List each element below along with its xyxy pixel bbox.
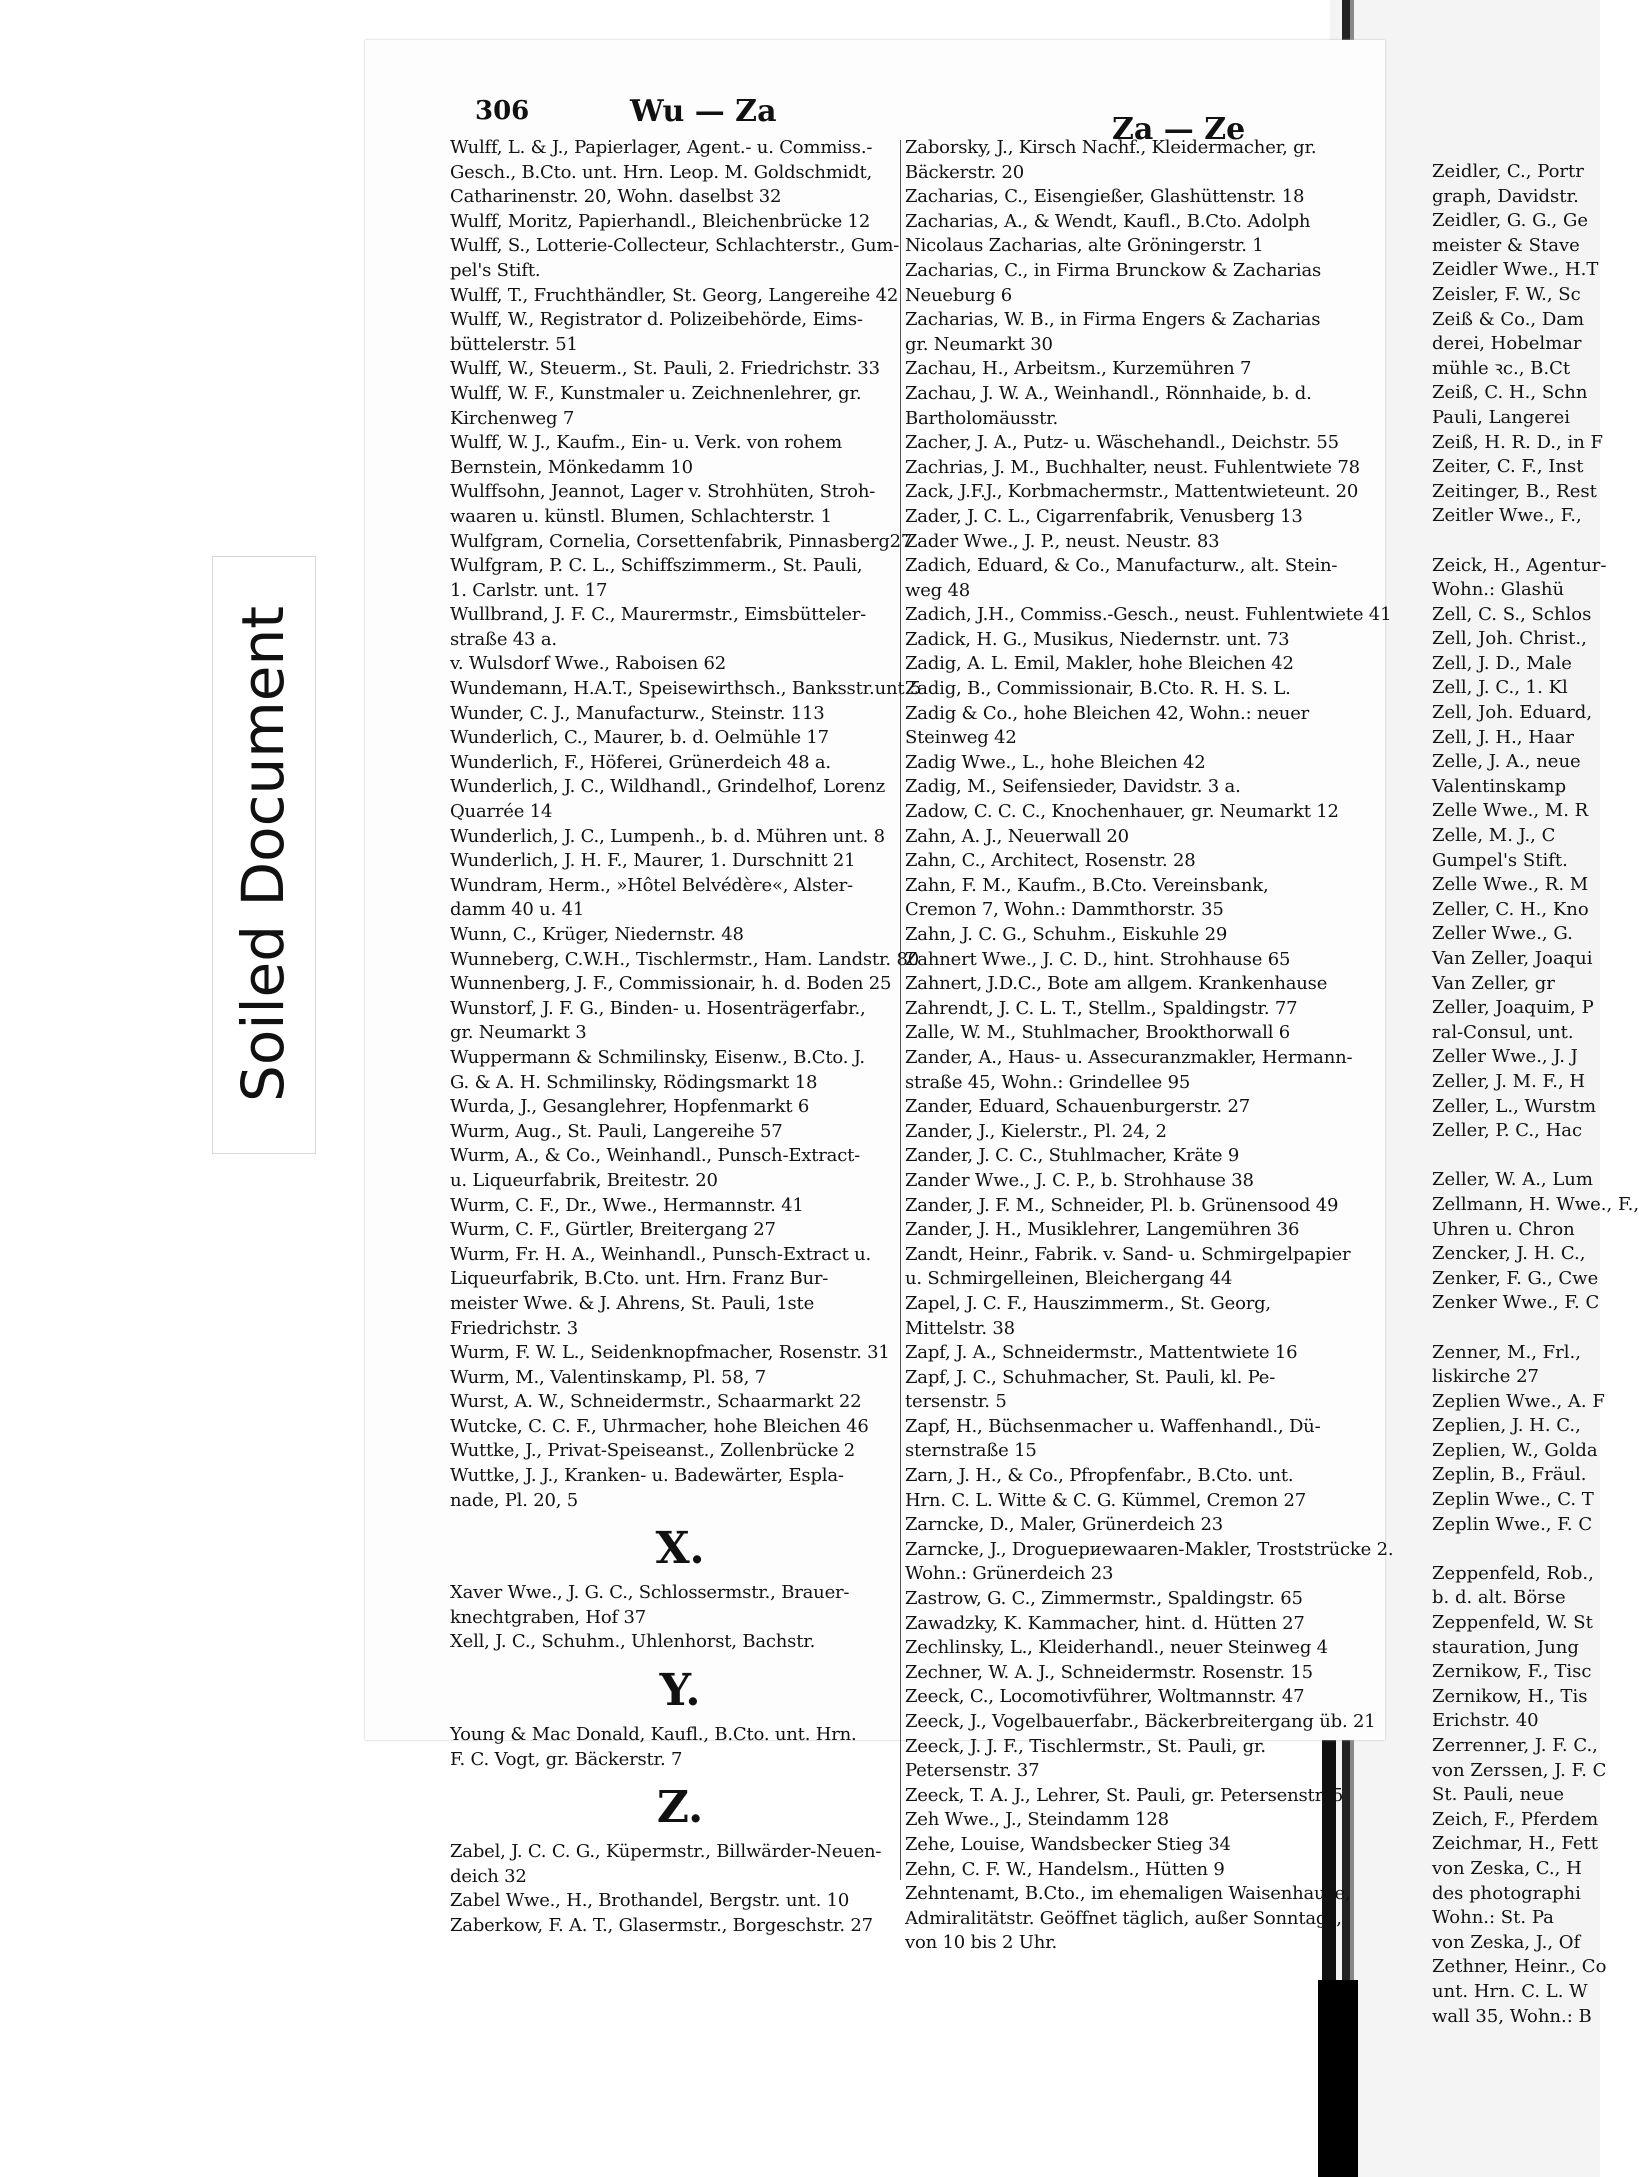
facing-page-entry-line [1432, 1537, 1600, 1562]
directory-entry-line: Wunn, C., Krüger, Niedernstr. 48 [450, 924, 744, 945]
facing-page-entry-line: Zeiß & Co., Dam [1432, 308, 1585, 330]
facing-page-entry-line: Zeppenfeld, Rob., [1432, 1562, 1594, 1584]
directory-entry-line: Zapf, J. A., Schneidermstr., Mattentwiete 16 [905, 1342, 1298, 1364]
facing-page-entry-line [1432, 1144, 1600, 1169]
facing-page-entry-line: wall 35, Wohn.: B [1432, 2005, 1592, 2027]
facing-page-entry-line: Zell, J. C., 1. Kl [1432, 677, 1568, 699]
facing-page-entry-line: Gumpel's Stift. [1432, 849, 1568, 871]
directory-entry-line: Zadick, H. G., Musikus, Niedernstr. unt. 73 [905, 628, 1290, 650]
section-heading-x: X. [655, 1523, 705, 1575]
directory-entry-line: u. Liqueurfabrik, Breitestr. 20 [450, 1169, 718, 1191]
directory-entry-line: Bartholomäusstr. [905, 407, 1059, 429]
section-heading-z: Z. [656, 1782, 704, 1834]
directory-entry-line: v. Wulsdorf Wwe., Raboisen 62 [450, 653, 727, 675]
directory-entry-line: Liqueurfabrik, B.Cto. unt. Hrn. Franz Bur- [450, 1268, 829, 1290]
directory-entry-line: Zader Wwe., J. P., neust. Neustr. 83 [905, 530, 1220, 552]
facing-page-entry-line: Zeppenfeld, W. St [1432, 1612, 1593, 1634]
facing-page-entry-line: mühle ꝛc., B.Ct [1432, 357, 1571, 379]
facing-page-entry-line: Zeplien Wwe., A. F [1432, 1390, 1605, 1412]
directory-entry-line: Wuttke, J., Privat-Speiseanst., Zollenbrücke 2 [450, 1440, 856, 1462]
directory-entry-line: Admiralitätstr. Geöffnet täglich, außer Sonntags, [905, 1907, 1342, 1929]
page-number: 306 [475, 96, 530, 126]
facing-page-entry-line: Zeplien, W., Golda [1432, 1439, 1598, 1461]
facing-page-entry-line: Zeidler, G. G., Ge [1432, 210, 1589, 232]
directory-entry-line: tersenstr. 5 [905, 1391, 1007, 1413]
directory-entry-line: Zadig, A. L. Emil, Makler, hohe Bleichen 42 [905, 653, 1294, 675]
directory-entry-line: Cremon 7, Wohn.: Dammthorstr. 35 [905, 899, 1224, 921]
directory-entry-line: G. & A. H. Schmilinsky, Rödingsmarkt 18 [450, 1071, 818, 1093]
directory-entry-line: Wullbrand, J. F. C., Maurermstr., Eimsbütteler- [450, 604, 867, 626]
directory-entry-line: Wurm, F. W. L., Seidenknopfmacher, Rosenstr. 31 [450, 1342, 890, 1364]
directory-entry-line: Gesch., B.Cto. unt. Hrn. Leop. M. Goldschmidt, [450, 161, 873, 183]
directory-entry-line: Steinweg 42 [905, 727, 1017, 749]
directory-entry-line: Zader, J. C. L., Cigarrenfabrik, Venusberg 13 [905, 505, 1303, 527]
facing-page-entry-line: Zencker, J. H. C., [1432, 1243, 1586, 1265]
facing-page-entry-line: ral-Consul, unt. [1432, 1021, 1574, 1043]
facing-page-entry-line: Zeiß, H. R. D., in F [1432, 431, 1604, 453]
condition-label: Soiled Document [229, 606, 297, 1102]
directory-entry-line: Wulff, W., Steuerm., St. Pauli, 2. Friedrichstr. 33 [450, 358, 880, 380]
directory-entry-line: straße 45, Wohn.: Grindellee 95 [905, 1071, 1191, 1093]
directory-entry-line: Zahnert, J.D.C., Bote am allgem. Krankenhause [905, 973, 1328, 995]
directory-entry-line: Zeeck, C., Locomotivführer, Woltmannstr. 47 [905, 1686, 1305, 1708]
directory-entry-line: Wunderlich, J. C., Wildhandl., Grindelhof, Lorenz [450, 776, 885, 798]
directory-entry-line: Zadich, Eduard, & Co., Manufacturw., alt. Stein- [905, 555, 1338, 577]
facing-page-entry-line: Zelle Wwe., M. R [1432, 800, 1589, 822]
directory-entry-line: Zapel, J. C. F., Hauszimmerm., St. Georg, [905, 1292, 1271, 1314]
directory-entry-line: Wulff, L. & J., Papierlager, Agent.- u. Commiss.- [450, 137, 873, 158]
facing-page-entry-line: Zeplin Wwe., C. T [1432, 1489, 1594, 1511]
facing-page-entry-line: unt. Hrn. C. L. W [1432, 1980, 1588, 2002]
directory-entry-line: Wundemann, H.A.T., Speisewirthsch., Banksstr.unt.5 [450, 678, 922, 700]
facing-page-entry-line: Zeick, H., Agentur- [1432, 554, 1607, 576]
directory-entry-line: gr. Neumarkt 3 [450, 1022, 587, 1044]
directory-entry-line: Wunstorf, J. F. G., Binden- u. Hosenträgerfabr., [450, 997, 866, 1019]
facing-page-entry-line: graph, Davidstr. [1432, 185, 1579, 207]
running-header-left: Wu — Za [630, 94, 777, 129]
directory-entry-line: Kirchenweg 7 [450, 407, 575, 429]
directory-entry-line: damm 40 u. 41 [450, 899, 585, 921]
facing-page-entry-line: Zeller, P. C., Hac [1432, 1120, 1583, 1142]
directory-entry-line: Wulff, T., Fruchthändler, St. Georg, Langereihe 42 [450, 284, 899, 306]
facing-page-entry-line: Zell, Joh. Christ., [1432, 628, 1587, 650]
directory-entry-line: Zack, J.F.J., Korbmachermstr., Mattentwieteunt. 20 [905, 481, 1359, 503]
facing-page-entry-line: Valentinskamp [1432, 775, 1567, 797]
directory-entry-line: Zabel, J. C. C. G., Küpermstr., Billwärder-Neuen- [450, 1841, 882, 1863]
facing-page-entry-line: Uhren u. Chron [1432, 1218, 1575, 1240]
facing-page-entry-line: Zeidler, C., Portr [1432, 161, 1584, 182]
directory-entry-line: Zapf, H., Büchsenmacher u. Waffenhandl., Dü- [905, 1415, 1321, 1437]
directory-entry-line: Bernstein, Mönkedamm 10 [450, 456, 693, 478]
facing-page-entry-line: Zernikow, F., Tisc [1432, 1661, 1592, 1683]
binding-shadow-bottom [1318, 1980, 1358, 2177]
directory-entry-line: Zarncke, J., Droguериewaaren-Makler, Troststrücke 2. [905, 1538, 1394, 1560]
facing-page-entry-line: Zeplin Wwe., F. C [1432, 1513, 1593, 1535]
facing-page-entry-line: Wohn.: Glashü [1432, 579, 1565, 601]
facing-page-entry-line: meister & Stave [1432, 234, 1580, 256]
directory-entry-line: Wunder, C. J., Manufacturw., Steinstr. 113 [450, 702, 825, 724]
directory-entry-line: Zehe, Louise, Wandsbecker Stieg 34 [905, 1833, 1231, 1855]
directory-entry-line: Zahn, J. C. G., Schuhm., Eiskuhle 29 [905, 924, 1228, 945]
directory-entry-line: Zapf, J. C., Schuhmacher, St. Pauli, kl. Pe- [905, 1366, 1276, 1388]
facing-page-entry-line: Zell, J. D., Male [1432, 652, 1572, 674]
directory-entry-line: F. C. Vogt, gr. Bäckerstr. 7 [450, 1748, 683, 1770]
directory-entry-line: Wurm, C. F., Dr., Wwe., Hermannstr. 41 [450, 1194, 804, 1216]
left-column [450, 136, 922, 1939]
facing-page-entry-line: Zenker Wwe., F. C [1432, 1292, 1600, 1314]
directory-entry-line: Wulfgram, Cornelia, Corsettenfabrik, Pinnasberg27 [450, 530, 913, 552]
facing-page-entry-line: Zenker, F. G., Cwe [1432, 1267, 1599, 1289]
right-column [905, 136, 1394, 1956]
directory-entry-line: Zander, A., Haus- u. Assecuranzmakler, Hermann- [905, 1046, 1353, 1068]
facing-page-entry-line: Zernikow, H., Tis [1432, 1685, 1588, 1707]
directory-entry-line: Zahrendt, J. C. L. T., Stellm., Spaldingstr. 77 [905, 997, 1298, 1019]
facing-page-entry-line: Wohn.: St. Pa [1432, 1907, 1554, 1929]
directory-entry-line: Wundram, Herm., »Hôtel Belvédère«, Alster- [450, 874, 853, 896]
directory-entry-line: Zacher, J. A., Putz- u. Wäschehandl., Deichstr. 55 [905, 432, 1339, 454]
directory-entry-line: Neueburg 6 [905, 284, 1013, 306]
directory-entry-line: Zander, J. H., Musiklehrer, Langemühren 36 [905, 1219, 1300, 1241]
facing-page-entry-line: Zell, C. S., Schlos [1432, 603, 1592, 625]
directory-entry-line: Zehn, C. F. W., Handelsm., Hütten 9 [905, 1858, 1225, 1880]
directory-entry-line: Wulffsohn, Jeannot, Lager v. Strohhüten, Stroh- [450, 481, 876, 503]
facing-page-entry-line: des photographi [1432, 1882, 1581, 1904]
facing-page-entry-line: Zell, J. H., Haar [1432, 726, 1575, 748]
facing-page-entry-line: stauration, Jung [1432, 1636, 1579, 1658]
directory-entry-line: Zacharias, A., & Wendt, Kaufl., B.Cto. Adolph [905, 210, 1311, 232]
directory-entry-line: Zacharias, C., Eisengießer, Glashüttenstr. 18 [905, 186, 1305, 208]
directory-entry-line: Quarrée 14 [450, 801, 553, 823]
directory-entry-line: gr. Neumarkt 30 [905, 333, 1053, 355]
directory-entry-line: Young & Mac Donald, Kaufl., B.Cto. unt. Hrn. [450, 1724, 857, 1746]
directory-entry-line: Zacharias, W. B., in Firma Engers & Zacharias [905, 309, 1321, 331]
facing-page-entry-line: Zeichmar, H., Fett [1432, 1833, 1598, 1855]
directory-entry-line: straße 43 a. [450, 628, 557, 650]
directory-entry-line: Wulff, W. J., Kaufm., Ein- u. Verk. von rohem [450, 432, 843, 454]
facing-page-entry-line: von Zerssen, J. F. C [1432, 1759, 1607, 1781]
directory-entry-line: Zechlinsky, L., Kleiderhandl., neuer Steinweg 4 [905, 1637, 1328, 1659]
directory-entry-line: Catharinenstr. 20, Wohn. daselbst 32 [450, 186, 782, 208]
directory-entry-line: Zander, J., Kielerstr., Pl. 24, 2 [905, 1120, 1167, 1142]
facing-page-entry-line: liskirche 27 [1432, 1366, 1539, 1388]
facing-page-entry-line: Zeller, Joaquim, P [1432, 997, 1594, 1019]
directory-entry-line: Wulff, W. F., Kunstmaler u. Zeichnenlehrer, gr. [450, 382, 862, 404]
directory-entry-line: Zadig Wwe., L., hohe Bleichen 42 [905, 751, 1206, 773]
directory-entry-line: Zahn, A. J., Neuerwall 20 [905, 825, 1129, 847]
facing-page-entry-line: Zeller, J. M. F., H [1432, 1070, 1586, 1092]
directory-entry-line: Bäckerstr. 20 [905, 161, 1025, 183]
directory-entry-line: Mittelstr. 38 [905, 1317, 1015, 1339]
directory-entry-line: Zabel Wwe., H., Brothandel, Bergstr. unt. 10 [450, 1890, 850, 1912]
directory-entry-line: Hrn. C. L. Witte & C. G. Kümmel, Cremon 27 [905, 1489, 1306, 1511]
directory-entry-line: Wurm, C. F., Gürtler, Breitergang 27 [450, 1219, 776, 1241]
directory-entry-line: Wutcke, C. C. F., Uhrmacher, hohe Bleichen 46 [450, 1415, 869, 1437]
directory-entry-line: Zaborsky, J., Kirsch Nachf., Kleidermacher, gr. [905, 137, 1317, 158]
directory-entry-line: Zander, J. C. C., Stuhlmacher, Kräte 9 [905, 1145, 1240, 1167]
directory-entry-line: Wurm, M., Valentinskamp, Pl. 58, 7 [450, 1366, 766, 1388]
facing-page-entry-line: Zeller, W. A., Lum [1432, 1169, 1593, 1191]
facing-page-entry-line: Zellmann, H. Wwe., F., [1432, 1193, 1639, 1215]
directory-entry-line: Zachau, H., Arbeitsm., Kurzemühren 7 [905, 358, 1252, 380]
directory-entry-line: Wunderlich, J. C., Lumpenh., b. d. Mühren unt. 8 [450, 825, 885, 847]
directory-entry-line: Zadich, J.H., Commiss.-Gesch., neust. Fuhlentwiete 41 [905, 604, 1392, 626]
facing-page-entry-line: b. d. alt. Börse [1432, 1587, 1566, 1609]
directory-entry-line: knechtgraben, Hof 37 [450, 1606, 646, 1628]
facing-page-entry-line: Zeisler, F. W., Sc [1432, 283, 1581, 305]
facing-page-entry-line: Zenner, M., Frl., [1432, 1341, 1581, 1363]
directory-entry-line: Wohn.: Grünerdeich 23 [905, 1563, 1114, 1585]
facing-page-entry-line: von Zeska, J., Of [1432, 1931, 1581, 1953]
directory-entry-line: Zarncke, D., Maler, Grünerdeich 23 [905, 1514, 1223, 1536]
facing-page-entry-line: Zelle, M. J., C [1432, 825, 1556, 847]
directory-entry-line: sternstraße 15 [905, 1440, 1037, 1462]
directory-entry-line: Zadig, M., Seifensieder, Davidstr. 3 a. [905, 776, 1241, 798]
directory-entry-line: Nicolaus Zacharias, alte Gröningerstr. 1 [905, 235, 1264, 257]
directory-entry-line: Wulfgram, P. C. L., Schiffszimmerm., St. Pauli, [450, 555, 863, 577]
directory-entry-line: Wulff, Moritz, Papierhandl., Bleichenbrücke 12 [450, 210, 871, 232]
directory-entry-line: Zacharias, C., in Firma Brunckow & Zacharias [905, 259, 1322, 281]
directory-entry-line: Zahn, C., Architect, Rosenstr. 28 [905, 850, 1196, 872]
facing-page-entry-line [1432, 529, 1600, 554]
directory-entry-line: Wunderlich, F., Höferei, Grünerdeich 48 a. [450, 751, 831, 773]
facing-page-entry-line: Pauli, Langerei [1432, 406, 1571, 428]
facing-page-entry-line: Zell, Joh. Eduard, [1432, 702, 1593, 724]
facing-page-entry-line: Zeller, L., Wurstm [1432, 1095, 1597, 1117]
directory-entry-line: Zeeck, T. A. J., Lehrer, St. Pauli, gr. Petersenstr. 5 [905, 1784, 1344, 1806]
directory-entry-line: Zander, Eduard, Schauenburgerstr. 27 [905, 1096, 1250, 1118]
directory-entry-line: Wurm, Fr. H. A., Weinhandl., Punsch-Extract u. [450, 1243, 872, 1265]
facing-page-entry-line: Zeplien, J. H. C., [1432, 1415, 1581, 1437]
directory-entry-line: Wuppermann & Schmilinsky, Eisenw., B.Cto. J. [450, 1046, 865, 1068]
facing-page-entry-line: derei, Hobelmar [1432, 333, 1582, 355]
facing-page-entry-line: Zeiß, C. H., Schn [1432, 382, 1588, 404]
directory-entry-line: Wunnenberg, J. F., Commissionair, h. d. Boden 25 [450, 973, 892, 995]
facing-page-entry-line: Van Zeller, Joaqui [1432, 948, 1593, 969]
directory-entry-line: Friedrichstr. 3 [450, 1317, 579, 1339]
directory-entry-line: Wurst, A. W., Schneidermstr., Schaarmarkt 22 [450, 1391, 862, 1413]
running-header-right: Za — Ze [1112, 112, 1246, 147]
directory-entry-line: Wunderlich, C., Maurer, b. d. Oelmühle 17 [450, 727, 829, 749]
directory-entry-line: Zastrow, G. C., Zimmermstr., Spaldingstr. 65 [905, 1588, 1303, 1610]
directory-entry-line: Zeeck, J., Vogelbauerfabr., Bäckerbreitergang üb. 21 [905, 1711, 1376, 1732]
directory-entry-line: deich 32 [450, 1865, 527, 1887]
directory-entry-line: büttelerstr. 51 [450, 333, 578, 355]
facing-page-entry-line: Zeiter, C. F., Inst [1432, 456, 1584, 478]
facing-page-entry-line: Zeller Wwe., G. [1432, 923, 1573, 945]
directory-entry-line: Zarn, J. H., & Co., Pfropfenfabr., B.Cto. unt. [905, 1465, 1294, 1487]
directory-entry-line: Wurm, Aug., St. Pauli, Langereihe 57 [450, 1120, 783, 1142]
facing-page-entry-line: Zelle, J. A., neue [1432, 751, 1581, 773]
directory-entry-line: Wulff, S., Lotterie-Collecteur, Schlachterstr., Gum- [450, 235, 900, 257]
directory-entry-line: 1. Carlstr. unt. 17 [450, 579, 608, 601]
facing-page-entry-line: von Zeska, C., H [1432, 1857, 1582, 1879]
directory-entry-line: nade, Pl. 20, 5 [450, 1489, 579, 1511]
section-heading-y: Y. [659, 1665, 701, 1717]
facing-page-edge-column [1432, 160, 1639, 2029]
facing-page-entry-line: Zeitinger, B., Rest [1432, 480, 1597, 502]
directory-entry-line: Wunneberg, C.W.H., Tischlermstr., Ham. Landstr. 80 [450, 948, 919, 970]
directory-entry-line: Zander, J. F. M., Schneider, Pl. b. Grünensood 49 [905, 1194, 1339, 1216]
directory-entry-line: Wulff, W., Registrator d. Polizeibehörde, Eims- [450, 309, 863, 331]
facing-page-entry-line: Van Zeller, gr [1432, 972, 1555, 994]
directory-entry-line: Zeeck, J. J. F., Tischlermstr., St. Pauli, gr. [905, 1735, 1266, 1757]
directory-entry-line: Zalle, W. M., Stuhlmacher, Brookthorwall 6 [905, 1022, 1291, 1044]
facing-page-entry-line: St. Pauli, neue [1432, 1784, 1565, 1806]
facing-page-entry-line: Zethner, Heinr., Co [1432, 1956, 1607, 1978]
directory-entry-line: Zadow, C. C. C., Knochenhauer, gr. Neumarkt 12 [905, 801, 1339, 823]
directory-entry-line: Wuttke, J. J., Kranken- u. Badewärter, Esplа- [450, 1465, 844, 1487]
directory-entry-line: weg 48 [905, 579, 971, 601]
directory-entry-line: Zahn, F. M., Kaufm., B.Cto. Vereinsbank, [905, 874, 1269, 896]
facing-page-entry-line [1432, 1316, 1600, 1341]
directory-entry-line: Zaberkow, F. A. T., Glasermstr., Borgeschstr. 27 [450, 1915, 873, 1936]
directory-entry-line: u. Schmirgelleinen, Bleichergang 44 [905, 1268, 1233, 1290]
facing-page-entry-line: Zeitler Wwe., F., [1432, 505, 1582, 527]
directory-entry-line: pel's Stift. [450, 259, 541, 281]
directory-entry-line: Wurda, J., Gesanglehrer, Hopfenmarkt 6 [450, 1096, 810, 1118]
facing-page-entry-line: Zerrenner, J. F. C., [1432, 1735, 1598, 1756]
directory-entry-line: Wunderlich, J. H. F., Maurer, 1. Durschnitt 21 [450, 850, 856, 872]
directory-entry-line: Zadig & Co., hohe Bleichen 42, Wohn.: neuer [905, 702, 1310, 724]
directory-entry-line: Zadig, B., Commissionair, B.Cto. R. H. S. L. [905, 678, 1291, 700]
directory-entry-line: Xaver Wwe., J. G. C., Schlossermstr., Brauer- [450, 1582, 850, 1604]
directory-entry-line: Zechner, W. A. J., Schneidermstr. Rosenstr. 15 [905, 1661, 1313, 1683]
facing-page-entry-line: Zeich, F., Pferdem [1432, 1808, 1599, 1830]
facing-page-entry-line: Erichstr. 40 [1432, 1710, 1539, 1732]
directory-entry-line: Xell, J. C., Schuhm., Uhlenhorst, Bachstr. [450, 1631, 816, 1653]
directory-entry-line: Zandt, Heinr., Fabrik. v. Sand- u. Schmirgelpapier [905, 1243, 1351, 1265]
facing-page-entry-line: Zeller Wwe., J. J [1432, 1046, 1578, 1068]
facing-page-entry-line: Zeller, C. H., Kno [1432, 898, 1589, 920]
directory-entry-line: Zawadzky, K. Kammacher, hint. d. Hütten 27 [905, 1612, 1305, 1634]
facing-page-entry-line: Zelle Wwe., R. M [1432, 874, 1589, 896]
facing-page-entry-line: Zeidler Wwe., H.T [1432, 259, 1599, 281]
directory-entry-line: Zeh Wwe., J., Steindamm 128 [905, 1809, 1169, 1831]
directory-entry-line: waaren u. künstl. Blumen, Schlachterstr. 1 [450, 505, 832, 527]
directory-entry-line: Zehntenamt, B.Cto., im ehemaligen Waisenhause, [905, 1883, 1351, 1905]
directory-entry-line: Zachau, J. W. A., Weinhandl., Rönnhaide, b. d. [905, 382, 1312, 404]
directory-entry-line: von 10 bis 2 Uhr. [905, 1932, 1058, 1954]
directory-entry-line: Zachrias, J. M., Buchhalter, neust. Fuhlentwiete 78 [905, 456, 1360, 478]
directory-entry-line: Zander Wwe., J. C. P., b. Strohhause 38 [905, 1169, 1254, 1191]
directory-entry-line: meister Wwe. & J. Ahrens, St. Pauli, 1ste [450, 1292, 815, 1314]
facing-page-entry-line: Zeplin, B., Fräul. [1432, 1464, 1587, 1486]
directory-entry-line: Zahnert Wwe., J. C. D., hint. Strohhause 65 [905, 948, 1291, 970]
directory-entry-line: Petersenstr. 37 [905, 1760, 1040, 1782]
directory-entry-line: Wurm, A., & Co., Weinhandl., Punsch-Extract- [450, 1145, 860, 1167]
